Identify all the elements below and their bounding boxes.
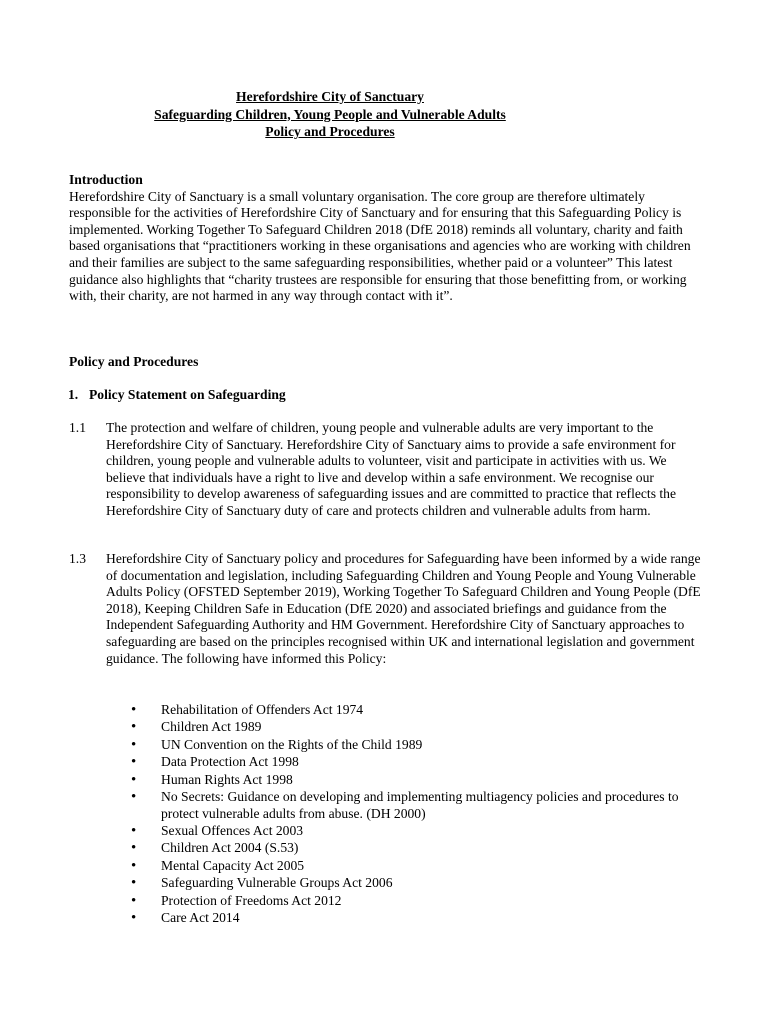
introduction-heading: Introduction [69, 172, 143, 187]
statement-title: Policy Statement on Safeguarding [89, 387, 286, 402]
list-item: • Sexual Offences Act 2003 [130, 823, 690, 840]
list-item: • Children Act 1989 [130, 719, 690, 736]
list-item: • UN Convention on the Rights of the Child 1989 [130, 737, 690, 754]
policy-heading: Policy and Procedures [69, 354, 199, 369]
list-item: • Safeguarding Vulnerable Groups Act 2006 [130, 875, 690, 892]
list-item: • Mental Capacity Act 2005 [130, 858, 690, 875]
informing-documents-list [130, 702, 690, 927]
introduction-paragraph: Herefordshire City of Sanctuary is a small voluntary organisation. The core group are therefore ultimately responsible for the activities of Herefordshire City of Sanctuary and for ensuring that this Safeguarding Policy is implemented. Working Together To Safeguard Children 2018 (DfE 2018) reminds all voluntary, charity and faith based organisations that “practitioners working in these organisations and agencies who are working with children and their families are subject to the same safeguarding responsibilities, whether paid or a volunteer” This latest guidance also highlights that “charity trustees are responsible for ensuring that those benefitting from, or working with, their charity, are not harmed in any way through contact with it”. [69, 188, 691, 304]
clause-1-1 [69, 420, 705, 520]
clause-text: The protection and welfare of children, young people and vulnerable adults are very important to the Herefordshire City of Sanctuary. Herefordshire City of Sanctuary aims to provide a safe environment for children, young people and vulnerable adults to volunteer, visit and participate in activities with us. We believe that individuals have a right to live and develop within a safe environment. We recognise our responsibility to develop awareness of safeguarding issues and are committed to practice that reflects the Herefordshire City of Sanctuary duty of care and protects children and vulnerable adults from harm. [106, 420, 676, 518]
clause-number: 1.1 [69, 420, 86, 435]
statement-number: 1. [68, 387, 79, 402]
list-item: • Rehabilitation of Offenders Act 1974 [130, 702, 690, 719]
document-title [0, 88, 660, 141]
list-item: • Protection of Freedoms Act 2012 [130, 893, 690, 910]
title-document-type: Policy and Procedures [265, 124, 395, 139]
title-subject: Safeguarding Children, Young People and Vulnerable Adults [154, 106, 506, 122]
list-item: • No Secrets: Guidance on developing and implementing multiagency policies and procedures to protect vulnerable adults from abuse. (DH 2000) [130, 789, 690, 822]
introduction-section [69, 172, 697, 305]
list-item: • Human Rights Act 1998 [130, 772, 690, 789]
title-organisation: Herefordshire City of Sanctuary [236, 89, 424, 104]
list-item: • Care Act 2014 [130, 910, 690, 927]
list-item: • Data Protection Act 1998 [130, 754, 690, 771]
policy-statement-heading [68, 387, 286, 404]
clause-text: Herefordshire City of Sanctuary policy and procedures for Safeguarding have been informed by a wide range of documentation and legislation, including Safeguarding Children and Young People and Young Vulnerable Adults Policy (OFSTED September 2019), Working Together To Safeguard Children and Young People (DfE 2018), Keeping Children Safe in Education (DfE 2020) and associated briefings and guidance from the Independent Safeguarding Authority and HM Government. Herefordshire City of Sanctuary approaches to safeguarding are based on the principles recognised within UK and international legislation and government guidance. The following have informed this Policy: [106, 551, 701, 666]
list-item: • Children Act 2004 (S.53) [130, 840, 690, 857]
clause-number: 1.3 [69, 551, 86, 566]
clause-1-3 [69, 551, 705, 667]
